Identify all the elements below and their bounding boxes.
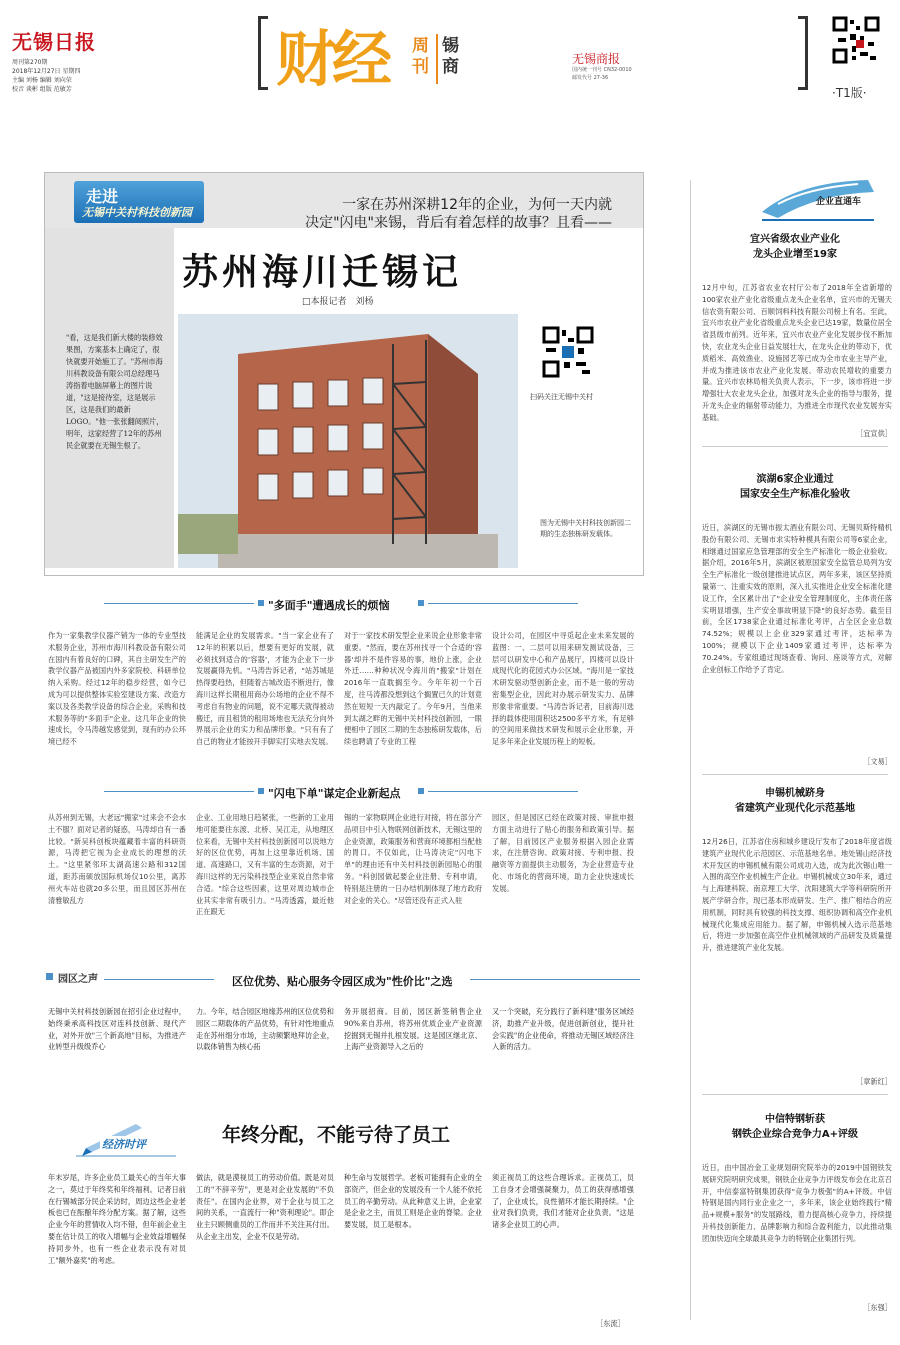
publication-name: 无锡商报	[572, 52, 621, 66]
column-divider	[690, 180, 691, 1320]
article-column: 园区，但是园区已经在政策对接、审批申报方面主动进行了贴心的服务和政策引导。据了解，目前园区产业服务根据入园企业需求，在注册咨询、政策对接、专利申报、投融资等方面提供主动服务，为企业营造专业化、市场化的营商环境，助力企业快速成长发展。	[492, 813, 634, 893]
article-column: 作为一家集教学仪器产销为一体的专业型技术服务企业，苏州市海川科教设备有限公司在国内有着良好的口碑，其自主研发生产的教学仪器产品被国内外多家院校、科研单位纳入采购。经过12年的稳步经营，如今已成为可以提供整体实验室建设方案、改造方案以及各类教学设备的综合企业，采购和技术服务等的"多面手"企业。这几年企业的快速成长，令马涛越发感觉到，现有的办公环境已经不	[48, 631, 186, 747]
review-column: 做法，就是漠视员工的劳动价值。既是对员工的"不辞辛劳"，更是对企业发展的"不负责任"。在国内企业界，对于企业与员工之间的关系，一直流行一种"资利理论"。即企业主只顾侧重员的工作而并不关注其付出。从企业主出发，企业不仅是劳动。	[196, 1173, 334, 1241]
section-rule	[470, 979, 640, 980]
publication-codes: 国内统一刊号 CN32-0010 邮发代号 27-36	[572, 67, 632, 81]
news-title[interactable]: 中信特钢斩获 钢铁企业综合竞争力A+评级	[731, 1114, 859, 1140]
review-column: 种生命与发展哲学。老板可能拥有企业的全部资产，但企业的发展没有一个人能不依托员工的辛勤劳动。从此种意义上讲，企业家是企业之主，而员工则是企业的脊梁。企业要发展，员工是根本。	[344, 1173, 482, 1230]
issue-info: 周刊第270期 2018年12月27日 星期四 主编 刘杨 编辑 刘向荣 校音 谈彬 组版 范敏芳	[12, 59, 81, 93]
separator	[702, 446, 888, 447]
section-rule	[104, 979, 214, 980]
news-signoff: ［东强］	[863, 1303, 892, 1312]
section-heading: 区位优势、贴心服务令园区成为"性价比"之选	[232, 975, 453, 988]
newspaper-logo[interactable]: 无锡日报	[12, 30, 96, 54]
article-column: 从苏州到无锡，大老远"搬家"过来会不会水土不服？面对记者的疑惑，马涛却自有一番比较。"新吴科创板块蕴藏着丰富的科研资源，马涛把它视为企业成长的理想的沃土。"这里紧邻环太湖高速公路和312国道，距苏南硕放国际机场仅10公里，离苏州火车站也就20多公里，而且园区苏州在清雅敏乱方	[48, 813, 186, 905]
article-column: 无锡中关村科技创新园在招引企业过程中，始终秉承高科技区对连科技创新、现代产业，对外开放"三个新高地"目标，为推进产业转型升级级乔心	[48, 1007, 186, 1052]
section-rule	[428, 603, 578, 604]
news-body: 12月26日，江苏省住房和城乡建设厅发布了2018年度省级建筑产业现代化示范园区、示范基地名单。地处锡山经济技术开发区的申锡机械有限公司成功入选，成为此次锡山唯一入围的高空作业机械生产企业。申锡机械成立30年来，通过与上海建科院、南京理工大学、沈阳建筑大学等科研院所开展产学研合作，现已基本形成研发、生产、推广相结合的应用机制，同时具有较强的科技支撑、组织协调和高空作业机械现代化集成应用能力。据了解，申锡机械入选示范基地后，将进一步加强在高空作业机械领域的产品研发及质量提升，推进建筑产业化发展。	[702, 837, 892, 953]
column-label: 企业直通车	[816, 197, 862, 207]
badge-sublabel: 无锡中关村科技创新园	[82, 206, 192, 219]
article-column: 又一个突破，充分践行了新科建"服务区域经济，助推产业升级，促进创新创业，提升社会实践"的企业使命，将推动无锡区域经济注入新的活力。	[492, 1007, 634, 1052]
news-body: 12月中旬，江苏省农业农村厅公布了2018年全省新增的100家农业产业化省级重点龙头企业名单，宜兴市的无锡天信农资有限公司、百顺饲料科技有限公司榜上有名。至此，宜兴市农业产业化省级重点龙头企业已达19家，数量位居全省县级市前列。近年来，宜兴市农业产业化发展步伐不断加快，农业龙头企业日益发展壮大，在龙头企业的带动下，优质稻米、高效渔业、设施园艺等已成为全市农业主导产业，并成为推进该市农业产业化发展、带动农民增收的重要力量。宜兴市农林局相关负责人表示，下一步，该市将进一步增强壮大农业龙头企业，加强对龙头企业的指导与服务，提升龙头企业的辐射带动能力，为推进全市现代农业发展夯实基础。	[702, 283, 892, 422]
review-signoff: ［东流］	[596, 1319, 625, 1328]
section-rule	[104, 791, 254, 792]
review-column: 年末岁尾，许多企业员工最关心的当年大事之一，莫过于年终奖和年终福利。记者日前在行锡城部分民企采访时，周边这些企业老板也已在酝酿年终分配方案。据了解，这些企业今年的营情收入均不错，但年前企业主要在估计员工的收入增幅与企业效益增幅保持同步外，也有一些企业表示没有对员工"额外嘉奖"的考虑。	[48, 1173, 186, 1265]
byline: □本报记者 刘杨	[302, 297, 374, 307]
column-badge[interactable]	[74, 181, 204, 223]
right-bracket	[798, 16, 808, 90]
qr-caption: 扫码关注无锡中关村	[530, 393, 593, 401]
news-body: 近日，由中国冶金工业规划研究院举办的2019中国钢铁发展研究院明研究成果，钢铁企业竞争力评级发布会在北京召开，中信泰富特钢集团获得"竞争力极强"的A+评级。中信特钢是国内同行业企业之一，多年来，该企业始终践行"精品+规模+服务"的发展路线，着力提高核心竞争力，持续提升科技创新能力、品牌影响力和综合盈利能力，以此推动集团加快迈向全球最具竞争力的特钢企业集团行列。	[702, 1163, 892, 1243]
article-column: 企业、工业用地日趋紧张，一些新的工业用地可能要往东渡、北桥、吴江走，从地理区位来看，无锡中关村科技创新园可以说地方好的区位优势，再加上这里靠近机场、国道、高速路口，又有丰富的生态资源，对于海川这样的无污染科技型企业来说自然非常合适。"综合这些因素，这里对周边城市企业其实非常有吸引力。"马涛透露，最近他正在跟无	[196, 813, 334, 917]
news-title[interactable]: 滨湖6家企业通过 国家安全生产标准化验收	[740, 474, 850, 500]
qr-code-icon[interactable]	[542, 326, 594, 378]
tag-marker	[46, 973, 53, 980]
news-signoff: ［宜宣供］	[856, 429, 892, 438]
park-voice-tag: 园区之声	[58, 974, 98, 985]
news-body: 近日，滨湖区的无锡市振太酒业有限公司、无锡贝斯特精机股份有限公司、无锡市求实特种模具有限公司等6家企业，相继通过国家应急管理部的安全生产标准化一级企业验收。据介绍，2016年5月，滨湖区被原国家安全监管总局列为安全生产标准化一级创建推进试点区，两年多来，该区坚持质量第一、注重实效的原则，深入扎实推进企业安全标准化建设工作，全区累计出了"企业安全管理制度化，主体责任落实明显增强，生产安全事故明显下降"的良好态势。截至目前，全区1738家企业通过标准化考评，占全区企业总数74.52%；规模以上企业329家通过考评，达标率为100%；规模以下企业1409家通过考评，达标率为70.24%。专家组通过现场查看、询问、座谈等方式，对解企业创标工作给予了肯定。	[702, 523, 892, 674]
deck: 一家在苏州深耕12年的企业，为何一天内就 决定"闪电"来锡，背后有着怎样的故事？且看——	[305, 197, 612, 231]
badge-label: 走进	[86, 187, 119, 206]
review-tag: 经济时评	[102, 1138, 146, 1151]
left-bracket	[258, 16, 268, 90]
section-marker	[258, 600, 264, 606]
xishang-label: 锡商	[442, 36, 459, 77]
news-signoff: ［章新红］	[856, 1077, 892, 1086]
separator	[702, 1094, 888, 1095]
article-column: 务开展招商。目前，园区新签销售企业90%来自苏州，将苏州优质企业产业资源挖掘到无锡并扎根发展。这是园区继北京、上海产业资源导入之后的	[344, 1007, 482, 1052]
section-heading: "闪电下单"谋定企业新起点	[268, 787, 401, 800]
qr-code-icon[interactable]	[832, 16, 880, 64]
photo-caption: 图为无锡中关村科技创新园二期的生态独栋研发载体。	[540, 519, 631, 538]
news-signoff: ［文易］	[863, 757, 892, 766]
review-headline[interactable]: 年终分配，不能亏待了员工	[222, 1124, 451, 1146]
article-column: 对于一家技术研发型企业来说企业形象非常重要。"然而，要在苏州找寻一个合适的'容器'却并不是件容易的事，地价上涨，企业外迁……种种状况令海川的"搬家"计划在2016年一直耽搁至今。今年年初一个百度，往马涛都没想到这个搁置已久的计划竟然在短短一天内敲定了。今年9月，当他来到太湖之畔的无锡中关村科技创新园，一眼便相中了园区二期的生态独栋研发载体，后续也聘请了专业的工程	[344, 631, 482, 747]
review-column: 须正视员工的这些合理诉求。正视员工，员工自身才会增强凝聚力，员工的获得感增强了，企业成长，良性循环才能长期持续。"企业对我们负责，我们才能对企业负责。"这是诸多企业员工的心声。	[492, 1173, 634, 1230]
section-rule	[104, 603, 254, 604]
section-marker	[258, 788, 264, 794]
masthead	[0, 0, 900, 100]
building-photo	[178, 314, 518, 568]
news-title[interactable]: 申锡机械跻身 省建筑产业现代化示范基地	[735, 788, 855, 814]
section-heading: "多面手"遭遇成长的烦恼	[268, 599, 390, 612]
section-rule	[428, 791, 578, 792]
article-column: 力。今年，结合园区地缘苏州的区位优势和园区二期载体的产品优势，有针对性地重点走在苏州细分市场，主动频繁地拜访企业，以载体销售为核心拓	[196, 1007, 334, 1052]
section-marker	[418, 788, 424, 794]
separator	[702, 774, 888, 775]
edition-label: ·T1版·	[832, 86, 867, 100]
headline[interactable]: 苏州海川迁锡记	[182, 251, 463, 293]
article-column: 能满足企业的发展需求。"当一家企业有了12年的积累以后，想要有更好的发展，就必须找到适合的'容器'，才能为企业下一步发展赢得先机。"马涛告诉记者，"站苏城是热得要趋热，但随着古城改造不断进行，像海川这样长期租用商办公场地的企业不得不考虑自有物业的问题，说不定哪天就得被动搬迁，而且租赁的租用场地也无法充分向外界展示企业的实力和品牌形象。"只有有了自己的物业才能按开手脚实打实地去发展。	[196, 631, 334, 747]
news-title[interactable]: 宜兴省级农业产业化 龙头企业增至19家	[750, 234, 840, 260]
section-title: 财经	[276, 25, 388, 95]
divider	[436, 34, 438, 84]
section-marker	[418, 600, 424, 606]
article-column: 锡的一家物联网企业进行对接，将在部分产品项目中引入物联网创新技术，无锡这里的企业资源，政策服务和营商环境都相当配他的胃口。不仅如此，让马涛决定"闪电下单"的理由还有中关村科技创新园贴心的服务。"科创园做起要企业注册、专利申请，特别是注册的一日办结机制体现了地方政府对企业的关心。"尽管还没有正式入驻	[344, 813, 482, 905]
pull-quote: "看，这是我们新大楼的装修效果图，方案基本上确定了，很快就要开始施工了。"苏州市海川科教设备有限公司总经理马涛指着电脑屏幕上的图片说道，"这是接待室，这是展示区，这是我们的最新LOGO。"他一张张翻阅照片，明年，这家经营了12年的苏州民企就要在无锡生根了。	[66, 333, 164, 450]
article-column: 设计公司，在园区中寻觅起企业未来发展的蓝图：一、二层可以用来研发测试设备，三层可以研发中心和产品展厅，四楼可以设计成现代化的花园式办公区域。"海川是一家技术研发驱动型创新企业，而不是一般的劳动密集型企业，因此对办展示研发实力、品牌形象非常重要。"马涛告诉记者，目前海川选择的载体使用面积达2500多平方米，有足够的空间用来做技术研发和展示企业形象，开足多年来企业发展历程上的短板。	[492, 631, 634, 747]
zhoukan-label: 周刊	[412, 36, 429, 77]
